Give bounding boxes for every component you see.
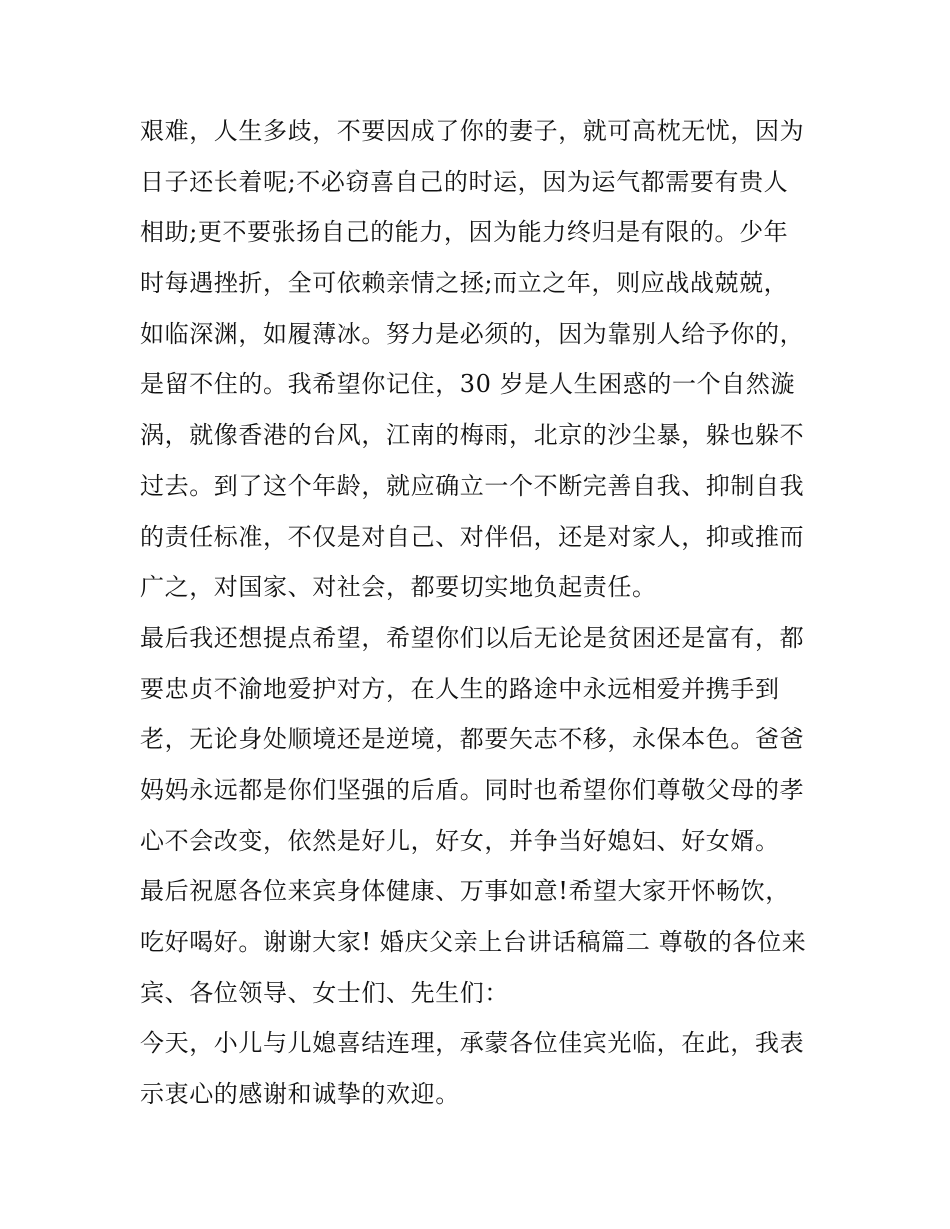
text-line: 要忠贞不渝地爱护对方，在人生的路途中永远相爱并携手到 — [140, 674, 780, 703]
text-line: 最后我还想提点希望，希望你们以后无论是贫困还是富有，都 — [140, 623, 805, 652]
text-line: 艰难，人生多歧，不要因成了你的妻子，就可高枕无忧，因为 — [140, 117, 805, 145]
text-line: 的责任标准，不仅是对自己、对伴侣，还是对家人，抑或推而 — [140, 522, 805, 551]
text-line: 相助;更不要张扬自己的能力，因为能力终归是有限的。少年 — [140, 218, 789, 247]
text-line: 涡，就像香港的台风，江南的梅雨，北京的沙尘暴，躲也躲不 — [140, 421, 805, 450]
text-line: 宾、各位领导、女士们、先生们： — [140, 978, 509, 1007]
text-line: 是留不住的。我希望你记住，30 岁是人生困惑的一个自然漩 — [140, 370, 795, 399]
document-body — [140, 106, 820, 1120]
text-line: 最后祝愿各位来宾身体健康、万事如意!希望大家开怀畅饮， — [140, 877, 790, 906]
text-line: 今天，小儿与儿媳喜结连理，承蒙各位佳宾光临，在此，我表 — [140, 1029, 805, 1058]
text-line: 吃好喝好。谢谢大家! 婚庆父亲上台讲话稿篇二 尊敬的各位来 — [140, 928, 807, 956]
text-line: 时每遇挫折，全可依赖亲情之拯;而立之年，则应战战兢兢， — [140, 269, 789, 298]
text-line: 妈妈永远都是你们坚强的后盾。同时也希望你们尊敬父母的孝 — [140, 775, 805, 804]
text-line: 广之，对国家、对社会，都要切实地负起责任。 — [140, 573, 657, 602]
text-line: 示衷心的感谢和诚挚的欢迎。 — [140, 1080, 460, 1109]
text-line: 如临深渊，如履薄冰。努力是必须的，因为靠别人给予你的， — [140, 319, 805, 348]
text-line: 老，无论身处顺境还是逆境，都要矢志不移，永保本色。爸爸 — [140, 725, 805, 754]
text-line: 心不会改变，依然是好儿，好女，并争当好媳妇、好女婿。 — [140, 826, 780, 855]
text-line: 日子还长着呢;不必窃喜自己的时运，因为运气都需要有贵人 — [140, 167, 789, 196]
text-line: 过去。到了这个年龄，就应确立一个不断完善自我、抑制自我 — [140, 471, 805, 500]
